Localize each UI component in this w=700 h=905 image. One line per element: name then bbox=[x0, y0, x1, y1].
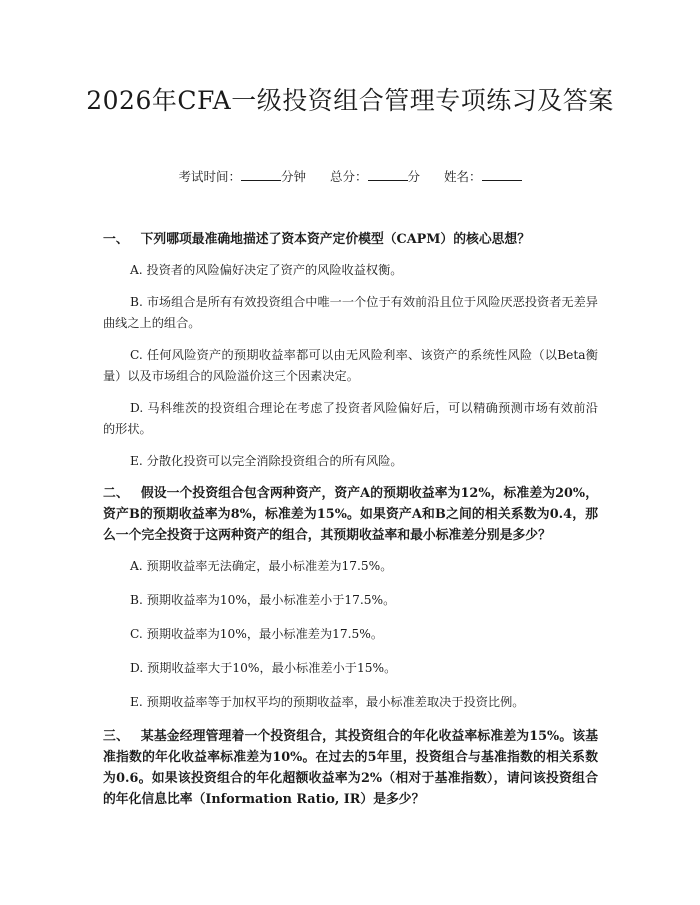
document-title: 2026年CFA一级投资组合管理专项练习及答案 bbox=[86, 86, 614, 115]
option-d: D. 预期收益率大于10%，最小标准差小于15%。 bbox=[130, 661, 397, 675]
question-number: 二、 bbox=[103, 486, 129, 501]
question-number: 三、 bbox=[103, 729, 129, 744]
question-text: 某基金经理管理着一个投资组合，其投资组合的年化收益率标准差为15%。该基准指数的年化收益率标准差为10%。在过去的5年里，投资组合与基准指数的相关系数为0.6。如果该投资组合的年化超额收益率为2%（相对于基准指数），请问该投资组合的年化信息比率（Information Ratio, IR）是多少？ bbox=[103, 729, 599, 807]
option-d: D. 马科维茨的投资组合理论在考虑了投资者风险偏好后，可以精确预测市场有效前沿的形状。 bbox=[103, 401, 598, 436]
name-label: 姓名： bbox=[444, 169, 482, 184]
option-b: B. 预期收益率为10%，最小标准差小于17.5%。 bbox=[130, 593, 396, 607]
question-list bbox=[103, 229, 598, 810]
question-stem bbox=[103, 483, 598, 546]
option-a: A. 投资者的风险偏好决定了资产的风险收益权衡。 bbox=[130, 263, 403, 277]
question-stem bbox=[103, 726, 598, 810]
question-3 bbox=[103, 726, 598, 810]
question-number: 一、 bbox=[103, 232, 129, 247]
option-e: E. 预期收益率等于加权平均的预期收益率，最小标准差取决于投资比例。 bbox=[130, 695, 525, 709]
score-blank[interactable] bbox=[368, 168, 408, 181]
time-blank[interactable] bbox=[241, 168, 281, 181]
exam-info-line bbox=[0, 168, 700, 186]
option-a: A. 预期收益率无法确定，最小标准差为17.5%。 bbox=[130, 559, 393, 573]
option-c: C. 预期收益率为10%，最小标准差为17.5%。 bbox=[130, 627, 384, 641]
question-text: 下列哪项最准确地描述了资本资产定价模型（CAPM）的核心思想？ bbox=[140, 232, 531, 247]
question-2 bbox=[103, 483, 598, 713]
time-unit: 分钟 bbox=[280, 169, 306, 184]
option-e: E. 分散化投资可以完全消除投资组合的所有风险。 bbox=[130, 454, 403, 468]
score-label: 总分： bbox=[329, 169, 368, 184]
question-stem bbox=[103, 229, 598, 250]
question-text: 假设一个投资组合包含两种资产，资产A的预期收益率为12%，标准差为20%，资产B的预期收益率为8%，标准差为15%。如果资产A和B之间的相关系数为0.4，那么一个完全投资于这两种资产的组合，其预期收益率和最小标准差分别是多少？ bbox=[103, 486, 598, 543]
time-label: 考试时间： bbox=[178, 169, 241, 184]
score-unit: 分 bbox=[407, 169, 421, 184]
option-c: C. 任何风险资产的预期收益率都可以由无风险利率、该资产的系统性风险（以Beta衡量）以及市场组合的风险溢价这三个因素决定。 bbox=[103, 348, 598, 383]
question-1 bbox=[103, 229, 598, 472]
option-b: B. 市场组合是所有有效投资组合中唯一一个位于有效前沿且位于风险厌恶投资者无差异曲线之上的组合。 bbox=[103, 295, 598, 330]
name-blank[interactable] bbox=[482, 168, 522, 181]
